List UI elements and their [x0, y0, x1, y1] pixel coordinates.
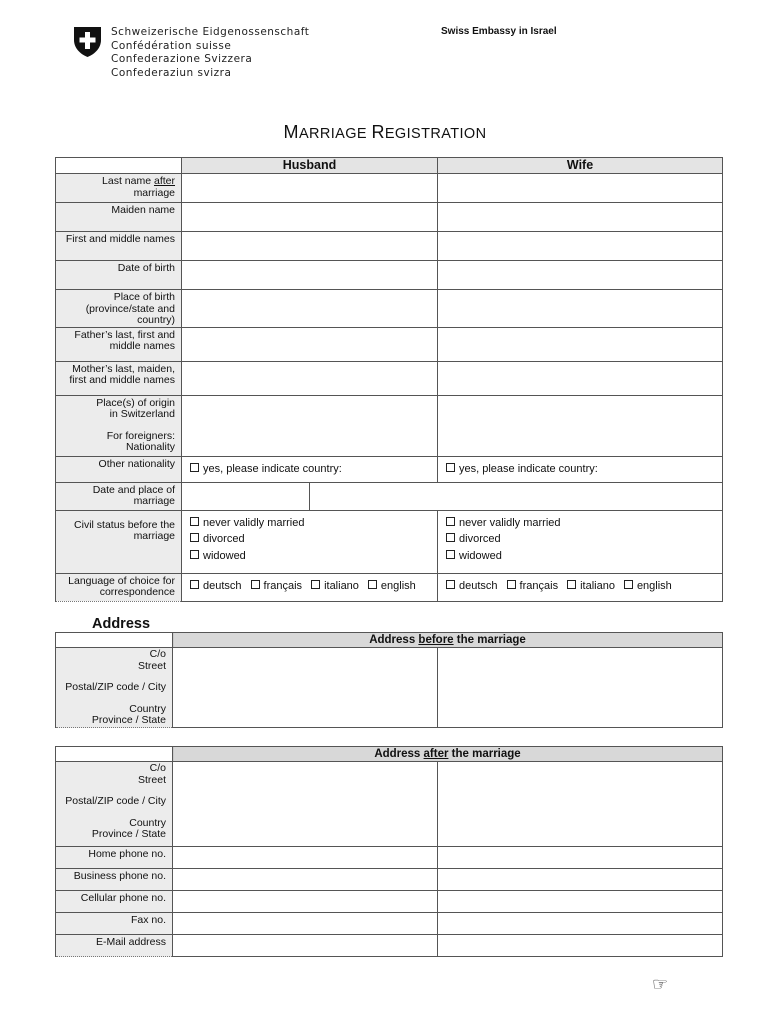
husband-address-before-field[interactable] — [173, 648, 438, 728]
co-label: C/o — [149, 762, 166, 774]
street-label: Street — [137, 659, 166, 672]
label-line: Place of birth — [113, 291, 175, 303]
civil-option[interactable] — [446, 531, 722, 548]
wife-column-header: Wife — [438, 158, 723, 174]
table-row — [56, 232, 723, 261]
co-label: C/o — [149, 648, 166, 660]
table-row — [56, 510, 723, 573]
cellular-phone-label: Cellular phone no. — [56, 891, 173, 913]
label-line: middle names — [109, 340, 175, 352]
language-option[interactable] — [507, 580, 559, 592]
option-label: italiano — [580, 579, 615, 592]
checkbox[interactable] — [446, 580, 455, 589]
civil-option[interactable] — [190, 515, 437, 532]
pointing-hand-icon: ☞ — [652, 974, 669, 994]
label-line: Nationality — [125, 441, 175, 453]
other-nationality-label: Other nationality — [56, 456, 182, 482]
marriage-place-field[interactable] — [310, 482, 723, 510]
checkbox[interactable] — [251, 580, 260, 589]
language-option[interactable] — [567, 580, 615, 592]
husband-father-names-field[interactable] — [182, 327, 438, 361]
husband-fax-field[interactable] — [173, 913, 438, 935]
wife-cellular-phone-field[interactable] — [438, 891, 723, 913]
wife-language-options — [438, 573, 723, 601]
checkbox[interactable] — [190, 550, 199, 559]
checkbox[interactable] — [446, 463, 455, 472]
husband-place-of-birth-field[interactable] — [182, 290, 438, 328]
option-label: widowed — [459, 549, 502, 562]
option-label: divorced — [203, 533, 245, 545]
header-blank-cell — [56, 747, 173, 762]
label-line: Language of choice for — [68, 574, 175, 587]
checkbox[interactable] — [446, 550, 455, 559]
option-label: deutsch — [203, 579, 242, 592]
civil-status-label — [56, 510, 182, 573]
label-line: first and middle names — [69, 374, 175, 386]
wife-origin-field[interactable] — [438, 395, 723, 456]
header-row — [56, 747, 723, 762]
wife-fax-field[interactable] — [438, 913, 723, 935]
agency-name — [111, 26, 309, 80]
table-row — [56, 174, 723, 203]
label-line: country) — [137, 314, 175, 326]
husband-email-field[interactable] — [173, 935, 438, 957]
table-row — [56, 261, 723, 290]
business-phone-label: Business phone no. — [56, 869, 173, 891]
label-line: Place(s) of origin — [96, 396, 175, 409]
checkbox[interactable] — [624, 580, 633, 589]
option-label: english — [380, 579, 416, 592]
option-label: divorced — [459, 533, 501, 545]
table-row — [56, 935, 723, 957]
checkbox[interactable] — [368, 580, 377, 589]
label-line: Date and place of — [92, 483, 175, 496]
checkbox[interactable] — [190, 580, 199, 589]
address-after-table — [55, 746, 723, 957]
checkbox[interactable] — [190, 533, 199, 542]
address-before-header — [173, 633, 723, 648]
wife-date-of-birth-field[interactable] — [438, 261, 723, 290]
wife-business-phone-field[interactable] — [438, 869, 723, 891]
option-label: français — [519, 579, 559, 592]
checkbox[interactable] — [446, 533, 455, 542]
table-row — [56, 456, 723, 482]
marriage-date-field[interactable] — [182, 482, 310, 510]
maiden-name-label: Maiden name — [56, 203, 182, 232]
agency-line: Confederazione Svizzera — [111, 53, 253, 65]
checkbox[interactable] — [190, 517, 199, 526]
title-word: ARRIAGE — [298, 126, 372, 142]
header-row — [56, 633, 723, 648]
agency-line: Confédération suisse — [111, 39, 232, 52]
street-label: Street — [137, 773, 166, 786]
husband-business-phone-field[interactable] — [173, 869, 438, 891]
language-option[interactable] — [624, 580, 672, 592]
husband-origin-field[interactable] — [182, 395, 438, 456]
husband-other-nationality-option[interactable] — [182, 456, 438, 482]
label-line: Civil status before the — [74, 518, 175, 531]
label-line: marriage — [133, 495, 175, 507]
wife-maiden-name-field[interactable] — [438, 203, 723, 232]
table-row — [56, 573, 723, 601]
language-option[interactable] — [190, 580, 242, 592]
wife-civil-status-options — [438, 510, 723, 573]
option-label: never validly married — [203, 516, 305, 529]
wife-first-names-field[interactable] — [438, 232, 723, 261]
header-text: the marriage — [453, 634, 526, 646]
husband-language-options — [182, 573, 438, 601]
province-label: Province / State — [91, 828, 166, 840]
husband-date-of-birth-field[interactable] — [182, 261, 438, 290]
country-label: Country — [129, 702, 166, 715]
header-text: Address — [374, 748, 424, 760]
wife-father-names-field[interactable] — [438, 327, 723, 361]
place-of-birth-label — [56, 290, 182, 328]
date-place-marriage-label — [56, 482, 182, 510]
table-row — [56, 203, 723, 232]
language-label — [56, 573, 182, 601]
wife-last-name-field[interactable] — [438, 174, 723, 203]
label-text: marriage — [133, 186, 175, 199]
header-text: Address — [369, 634, 419, 646]
mother-names-label — [56, 361, 182, 395]
wife-place-of-birth-field[interactable] — [438, 290, 723, 328]
email-label: E-Mail address — [56, 935, 173, 957]
option-label: never validly married — [459, 516, 561, 529]
checkbox[interactable] — [507, 580, 516, 589]
civil-option[interactable] — [190, 531, 437, 548]
header-text: the marriage — [448, 748, 521, 760]
date-of-birth-label: Date of birth — [56, 261, 182, 290]
option-label: français — [263, 579, 303, 592]
husband-column-header: Husband — [182, 158, 438, 174]
table-row — [56, 648, 723, 728]
wife-mother-names-field[interactable] — [438, 361, 723, 395]
checkbox[interactable] — [190, 463, 199, 472]
husband-civil-status-options — [182, 510, 438, 573]
wife-other-nationality-option[interactable] — [438, 456, 723, 482]
label-line: (province/state and — [85, 302, 175, 315]
header-row — [56, 158, 723, 174]
checkbox[interactable] — [567, 580, 576, 589]
page-title — [0, 122, 770, 143]
table-row — [56, 361, 723, 395]
header-blank-cell — [56, 633, 173, 648]
first-middle-names-label: First and middle names — [56, 232, 182, 261]
civil-option[interactable] — [190, 548, 437, 565]
swiss-crest-icon — [73, 26, 102, 58]
postal-label: Postal/ZIP code / City — [65, 681, 166, 693]
option-label: deutsch — [459, 579, 498, 592]
header-blank-cell — [56, 158, 182, 174]
table-row — [56, 762, 723, 847]
home-phone-label: Home phone no. — [56, 847, 173, 869]
husband-home-phone-field[interactable] — [173, 847, 438, 869]
label-line: correspondence — [99, 586, 175, 598]
label-emphasis: after — [153, 175, 175, 187]
language-option[interactable] — [446, 580, 498, 592]
language-option[interactable] — [251, 580, 303, 592]
table-row — [56, 327, 723, 361]
husband-address-after-field[interactable] — [173, 762, 438, 847]
header-emphasis: after — [423, 748, 449, 760]
label-line: Mother’s last, maiden, — [72, 362, 175, 375]
label-text: Last name — [102, 175, 154, 187]
postal-label: Postal/ZIP code / City — [65, 795, 166, 807]
husband-cellular-phone-field[interactable] — [173, 891, 438, 913]
table-row — [56, 891, 723, 913]
province-label: Province / State — [91, 714, 166, 726]
civil-option[interactable] — [446, 515, 722, 532]
option-label: widowed — [203, 549, 246, 562]
title-initial: R — [371, 122, 385, 142]
language-option[interactable] — [311, 580, 359, 592]
wife-address-before-field[interactable] — [438, 648, 723, 728]
origin-nationality-label — [56, 395, 182, 456]
last-name-after-marriage-label — [56, 174, 182, 203]
option-label: yes, please indicate country: — [459, 462, 598, 475]
option-label: english — [636, 579, 672, 592]
address-after-header — [173, 747, 723, 762]
father-names-label — [56, 327, 182, 361]
agency-line: Confederaziun svizra — [111, 66, 232, 79]
option-label: yes, please indicate country: — [203, 462, 342, 475]
address-before-table — [55, 632, 723, 728]
address-labels — [56, 648, 173, 728]
table-row — [56, 869, 723, 891]
title-initial: M — [283, 122, 299, 142]
title-word: EGISTRATION — [384, 126, 487, 142]
label-line: For foreigners: — [106, 429, 175, 442]
husband-mother-names-field[interactable] — [182, 361, 438, 395]
embassy-name: Swiss Embassy in Israel — [441, 26, 557, 37]
address-heading: Address — [92, 616, 151, 632]
fax-label: Fax no. — [56, 913, 173, 935]
husband-last-name-field[interactable] — [182, 174, 438, 203]
table-row — [56, 482, 723, 510]
header-emphasis: before — [418, 634, 454, 646]
label-line: in Switzerland — [109, 408, 175, 420]
label-line: marriage — [133, 530, 175, 542]
agency-line: Schweizerische Eidgenossenschaft — [111, 26, 310, 38]
table-row — [56, 847, 723, 869]
option-label: italiano — [324, 579, 359, 592]
checkbox[interactable] — [311, 580, 320, 589]
husband-first-names-field[interactable] — [182, 232, 438, 261]
label-line: Father’s last, first and — [74, 328, 175, 341]
husband-maiden-name-field[interactable] — [182, 203, 438, 232]
wife-email-field[interactable] — [438, 935, 723, 957]
wife-home-phone-field[interactable] — [438, 847, 723, 869]
checkbox[interactable] — [446, 517, 455, 526]
table-row — [56, 290, 723, 328]
country-label: Country — [129, 816, 166, 829]
table-row — [56, 913, 723, 935]
civil-option[interactable] — [446, 548, 722, 565]
table-row — [56, 395, 723, 456]
wife-address-after-field[interactable] — [438, 762, 723, 847]
address-labels — [56, 762, 173, 847]
language-option[interactable] — [368, 580, 416, 592]
personal-data-table — [55, 157, 723, 602]
